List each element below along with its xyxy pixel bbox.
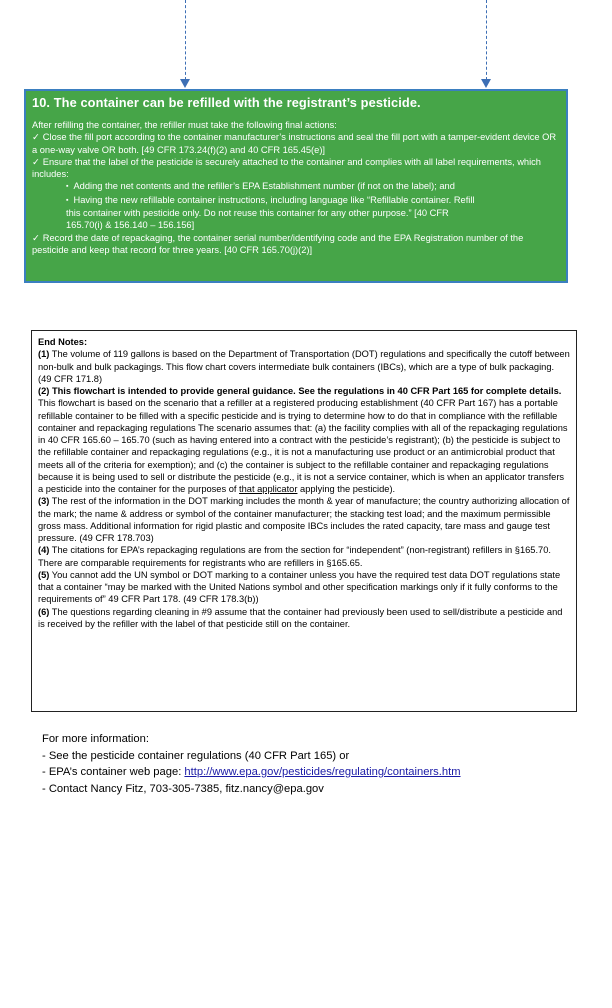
end-note-6: (6) The questions regarding cleaning in #9 assume that the container had previously been used to sell/distribute a pesticide and is received by the refiller with the label of that pesticide still on the container. bbox=[38, 606, 563, 629]
check-icon: ✓ bbox=[32, 132, 40, 143]
check-icon: ✓ bbox=[32, 156, 40, 167]
sub-item-container-instructions-line2: this container with pesticide only. Do not reuse this container for any other purpose.” [40 CFR bbox=[66, 208, 449, 219]
square-bullet-icon: ▪ bbox=[66, 196, 69, 204]
end-note-5: (5) You cannot add the UN symbol or DOT marking to a container unless you have the required test data DOT regulations state that a container “may be marked with the United Nations symbol and other specification markings only if it fully conforms to the requirements of” 49 CFR Part 178. (49 CFR 178.3(b)) bbox=[38, 569, 561, 605]
step-10-intro: After refilling the container, the refiller must take the following final actions: bbox=[32, 120, 337, 130]
sub-item-container-instructions: ▪ Having the new refillable container instructions, including language like “Refillable container. Refill bbox=[66, 194, 475, 205]
action-label-attached: ✓ Ensure that the label of the pesticide is securely attached to the container and complies with all label requirements, which includes: bbox=[32, 156, 541, 180]
end-notes-heading: End Notes: bbox=[38, 337, 88, 347]
epa-containers-link[interactable]: http://www.epa.gov/pesticides/regulating/containers.htm bbox=[184, 766, 461, 778]
end-note-4: (4) The citations for EPA’s repackaging regulations are from the section for “independent” (non-registrant) refillers in §165.70. There are comparable requirements for registrants who are refillers in §165.65. bbox=[38, 545, 551, 568]
action-record-date: ✓ Record the date of repackaging, the container serial number/identifying code and the EPA Registration number of the pesticide and keep that record for three years. [40 CFR 165.70(j)(2)] bbox=[32, 232, 524, 255]
more-info-web-page: - EPA’s container web page: http://www.epa.gov/pesticides/regulating/containers.htm bbox=[42, 766, 461, 778]
step-10-title: 10. The container can be refilled with the registrant’s pesticide. bbox=[32, 95, 421, 110]
action-close-fill-port: ✓ Close the fill port according to the container manufacturer’s instructions and seal the fill port with a tamper-evident device OR a one-way valve OR both. [49 CFR 173.24(f)(2) and 40 CFR 165.45(e)] bbox=[32, 132, 557, 155]
more-info-regulations: - See the pesticide container regulations (40 CFR Part 165) or bbox=[42, 749, 350, 762]
flow-arrow-right-line bbox=[486, 0, 487, 80]
square-bullet-icon: ▪ bbox=[66, 183, 69, 191]
flow-arrow-right-head-icon bbox=[481, 79, 491, 88]
end-note-3: (3) The rest of the information in the DOT marking includes the month & year of manufacture; the country authorizing allocation of the mark; the name & address or symbol of the container manufacturer; the stacking test load; and the maximum permissible gross mass. Additional information for rigid plastic and composite IBCs includes the rated capacity, tare mass and gauge test pressure. (49 CFR 178.703) bbox=[38, 496, 570, 543]
end-notes-box bbox=[31, 330, 577, 712]
check-icon: ✓ bbox=[32, 232, 40, 243]
sub-item-container-instructions-line3: 165.70(i) & 156.140 – 156.156] bbox=[66, 220, 195, 231]
flow-arrow-left-head-icon bbox=[180, 79, 190, 88]
flow-arrow-left-line bbox=[185, 0, 186, 80]
more-info-contact: - Contact Nancy Fitz, 703-305-7385, fitz.nancy@epa.gov bbox=[42, 782, 324, 795]
end-note-1: (1) The volume of 119 gallons is based on the Department of Transportation (DOT) regulations and specifically the cutoff between non-bulk and bulk packagings. This flow chart covers intermediate bulk containers (IBCs), which are a type of bulk packaging. (49 CFR 171.8) bbox=[38, 349, 570, 384]
more-info-heading: For more information: bbox=[42, 733, 149, 745]
step-10-box bbox=[24, 89, 568, 283]
sub-item-net-contents: ▪ Adding the net contents and the refiller’s EPA Establishment number (if not on the label); and bbox=[66, 181, 455, 192]
more-information-section bbox=[42, 731, 582, 797]
end-note-2: (2) This flowchart is intended to provide general guidance. See the regulations in 40 CFR Part 165 for complete details. This flowchart is based on the scenario that a refiller at a registered producing establishment (40 CFR Part 167) has a portable refillable container to be filled with a specific pesticide and is trying to determine how to do that in compliance with the refillable container and repackaging regulations The scenario assumes that: (a) the facility complies with all of the repackaging regulations in 40 CFR 165.60 – 165.70 (such as having entered into a contract with the pesticide’s registrant); (b) the pesticide is subject to the refillable container and repackaging regulations (e.g., it is not a manufacturing use product or an antimicrobial product that meets all of the criteria for exemption); and (c) the container is subject to the refillable container and repackaging regulations because it is being used to sell or distribute the pesticide (e.g., it is not a service container, which is when an applicator transfers a pesticide into the container for the purposes of that applicator applying the pesticide). bbox=[38, 386, 568, 494]
